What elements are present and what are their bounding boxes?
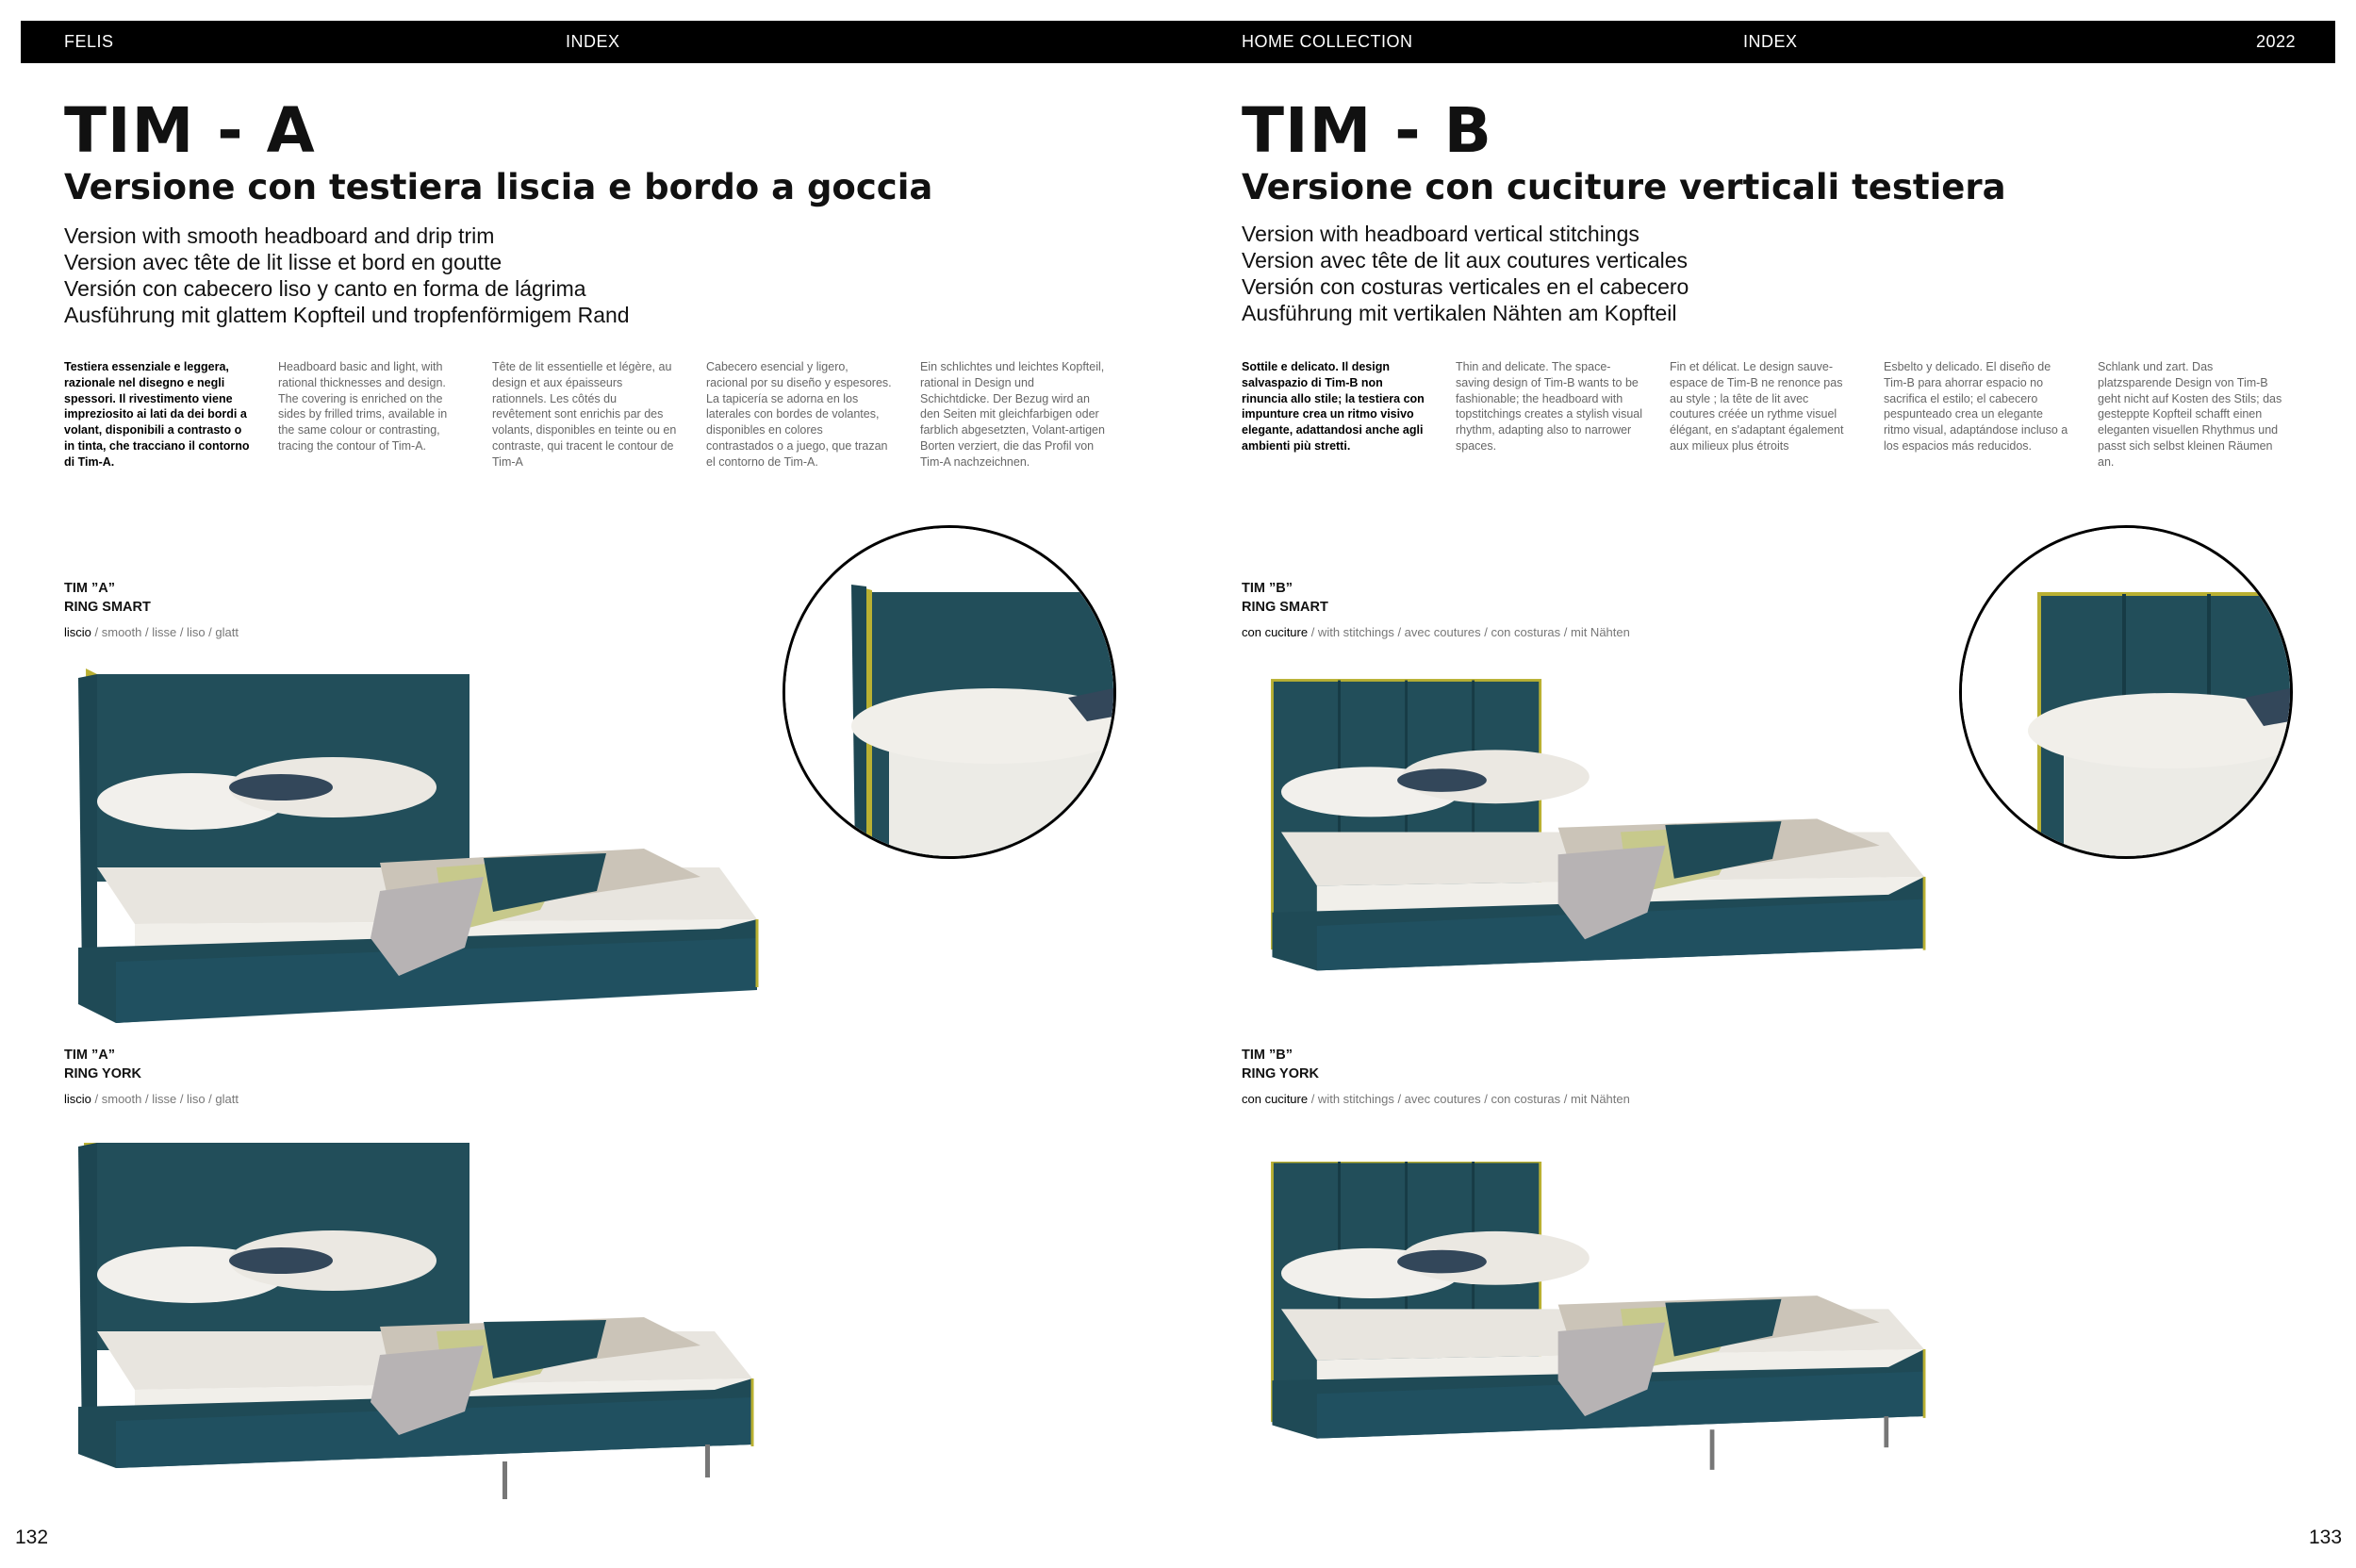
page-number: 132 (15, 1527, 49, 1548)
product-name: TIM ”A” RING SMART (64, 581, 151, 615)
translation-es: Versión con costuras verticales en el cabecero (1242, 274, 1689, 299)
translation-fr: Version avec tête de lit lisse et bord en goutte (64, 250, 503, 274)
headboard-detail-image (1962, 528, 2290, 856)
index-link-right[interactable]: INDEX (1743, 32, 1798, 51)
translation-de: Ausführung mit vertikalen Nähten am Kopfteil (1242, 301, 1677, 325)
translations (64, 223, 630, 328)
description-de: Schlank und zart. Das platzsparende Design von Tim-B geht nicht auf Kosten des Stils; das gesteppte Kopfteil schafft einen eleganten visuellen Rhythmus und passt sich selbst kleinen Räumen an. (2098, 360, 2282, 469)
translation-en: Version with headboard vertical stitchings (1242, 222, 1639, 246)
description-de: Ein schlichtes und leichtes Kopfteil, rational in Design und Schichtdicke. Der Bezug wird an den Seiten mit gleichfarbigen oder farblich abgesetzten, Volant-artigen Borten verziert, die das Profil von Tim-A nachzeichnen. (920, 360, 1105, 469)
year-label: 2022 (2256, 32, 2297, 51)
index-link-left[interactable]: INDEX (566, 32, 620, 51)
page-title: TIM - B (1242, 94, 1492, 167)
page-title: TIM - A (64, 94, 316, 167)
detail-zoom-circle (783, 525, 1116, 859)
translation-fr: Version avec tête de lit aux coutures verticales (1242, 248, 1689, 272)
product-finish: con cuciture / with stitchings / avec coutures / con costuras / mit Nähten (1242, 625, 1630, 639)
product-finish: liscio / smooth / lisse / liso / glatt (64, 1092, 239, 1106)
description-en: Headboard basic and light, with rational thicknesses and design. The covering is enriched on the sides by frilled trims, available in the same colour or contrasting, tracing the contour of Tim-A. (278, 360, 448, 453)
description-es: Cabecero esencial y ligero, racional por su diseño y espesores. La tapicería se adorna en los laterales con bordes de volantes, disponibles en colores contrastados o a juego, que trazan el contorno de Tim-A. (706, 360, 892, 469)
brand-label: FELIS (64, 32, 114, 51)
headboard-detail-image (785, 528, 1113, 856)
translation-de: Ausführung mit glattem Kopfteil und tropfenförmigem Rand (64, 303, 630, 327)
product-finish: liscio / smooth / lisse / liso / glatt (64, 625, 239, 639)
right-page (1178, 0, 2356, 1568)
product-name: TIM ”B” RING SMART (1242, 581, 1328, 615)
translation-es: Versión con cabecero liso y canto en forma de lágrima (64, 276, 586, 301)
page-subtitle: Versione con testiera liscia e bordo a goccia (64, 167, 933, 207)
bed-image-tim-a-smart (26, 665, 771, 1023)
description-en: Thin and delicate. The space-saving design of Tim-B wants to be fashionable; the headboard with topstitchings creates a stylish visual rhythm, adapting also to narrower spaces. (1456, 360, 1643, 453)
description-it: Sottile e delicato. Il design salvaspazio di Tim-B non rinuncia allo stile; la testiera con impunture crea un ritmo visivo elegante, adattandosi anche agli ambienti più stretti. (1242, 360, 1425, 453)
detail-zoom-circle (1959, 525, 2293, 859)
translations (1242, 221, 1689, 326)
bed-image-tim-a-york (26, 1143, 771, 1501)
product-name: TIM ”A” RING YORK (64, 1048, 141, 1081)
page-number: 133 (2309, 1527, 2343, 1548)
translation-en: Version with smooth headboard and drip trim (64, 223, 495, 248)
collection-label: HOME COLLECTION (1242, 32, 1413, 51)
product-finish: con cuciture / with stitchings / avec coutures / con costuras / mit Nähten (1242, 1092, 1630, 1106)
bed-image-tim-b-smart (1244, 671, 1961, 1011)
description-fr: Fin et délicat. Le design sauve-espace de Tim-B ne renonce pas au style ; la tête de lit avec coutures créée un rythme visuel élégant, en s'adaptant également aux milieux plus étroits (1670, 360, 1844, 453)
bed-image-tim-b-york (1244, 1162, 1961, 1501)
description-fr: Tête de lit essentielle et légère, au design et aux épaisseurs rationnels. Les côtés du revêtement sont enrichis par des volants, disponibles en teinte ou en contraste, qui tracent le contour de Tim-A (492, 360, 677, 469)
description-es: Esbelto y delicado. El diseño de Tim-B para ahorrar espacio no sacrifica el estilo; el cabecero pespunteado crea un elegante ritmo visual, adaptándose incluso a los espacios más reducidos. (1884, 360, 2068, 453)
description-it: Testiera essenziale e leggera, razionale nel disegno e negli spessori. Il rivestimento viene impreziosito ai lati da dei bordi a volant, disponibili a contrasto o in tinta, che tracciano il contorno di Tim-A. (64, 360, 250, 469)
page-subtitle: Versione con cuciture verticali testiera (1242, 167, 2006, 207)
product-name: TIM ”B” RING YORK (1242, 1048, 1319, 1081)
